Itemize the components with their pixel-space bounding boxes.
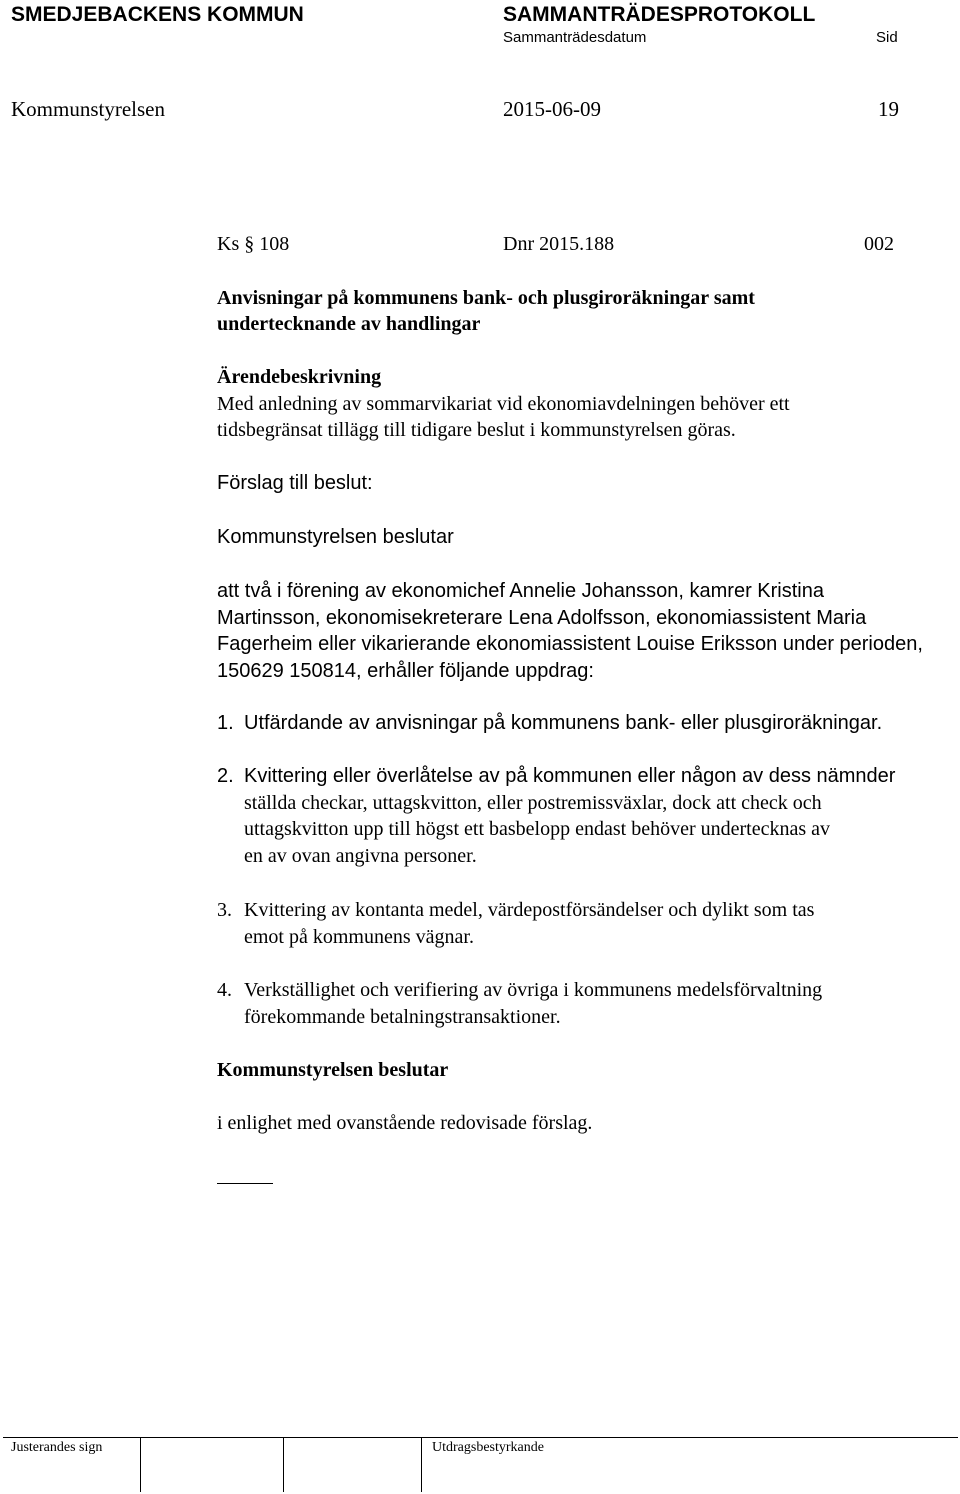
list-item-line: emot på kommunens vägnar. (244, 925, 474, 948)
case-number: Ks § 108 (217, 233, 290, 255)
proposal-intro (217, 578, 923, 684)
meeting-date: 2015-06-09 (503, 97, 601, 121)
page-number: 19 (878, 97, 899, 121)
proposal-heading: Förslag till beslut: (217, 472, 373, 494)
list-item-line: förekommande betalningstransaktioner. (244, 1005, 561, 1028)
list-item-line: Verkställighet och verifiering av övriga i kommunens medelsförvaltning (244, 979, 823, 1001)
case-code: 002 (864, 233, 894, 255)
list-item (217, 763, 917, 869)
proposal-intro-line: 150629 150814, erhåller följande uppdrag: (217, 659, 594, 682)
description-line1: Med anledning av sommarvikariat vid ekonomiavdelningen behöver ett (217, 393, 790, 415)
proposal-decides: Kommunstyrelsen beslutar (217, 526, 454, 548)
end-rule (217, 1183, 273, 1184)
footer-divider (283, 1437, 284, 1492)
proposal-intro-line: Fagerheim eller vikarierande ekonomiassistent Louise Eriksson under perioden, (217, 633, 923, 655)
list-item-number: 2. (217, 765, 234, 787)
list-item-line: ställda checkar, uttagskvitton, eller postremissväxlar, dock att check och (244, 791, 822, 814)
list-item-number: 1. (217, 712, 234, 734)
list-item (217, 977, 917, 1030)
list-item-line: Kvittering av kontanta medel, värdepostförsändelser och dylikt som tas (244, 899, 815, 921)
municipality-name: SMEDJEBACKENS KOMMUN (11, 3, 304, 26)
meeting-body: Kommunstyrelsen (11, 97, 165, 121)
date-label: Sammanträdesdatum (503, 29, 647, 46)
footer-rule (3, 1437, 958, 1438)
description-heading: Ärendebeskrivning (217, 366, 382, 388)
footer-signature-label: Justerandes sign (11, 1440, 103, 1455)
footer-certification-label: Utdragsbestyrkande (432, 1440, 544, 1455)
list-item-number: 3. (217, 899, 232, 921)
description-line2: tidsbegränsat tillägg till tidigare beslut i kommunstyrelsen göras. (217, 419, 736, 441)
document-type: SAMMANTRÄDESPROTOKOLL (503, 3, 816, 26)
case-title-line2: undertecknande av handlingar (217, 313, 481, 335)
case-dnr: Dnr 2015.188 (503, 233, 615, 255)
decision-heading: Kommunstyrelsen beslutar (217, 1059, 449, 1081)
list-item (217, 897, 917, 950)
footer-divider (421, 1437, 422, 1492)
list-item-line: en av ovan angivna personer. (244, 844, 477, 867)
list-item-line: Utfärdande av anvisningar på kommunens bank- eller plusgiroräkningar. (244, 712, 883, 734)
list-item (217, 710, 917, 737)
page-label: Sid (876, 29, 898, 46)
decision-text: i enlighet med ovanstående redovisade förslag. (217, 1112, 593, 1134)
proposal-intro-line: Martinsson, ekonomisekreterare Lena Adolfsson, ekonomiassistent Maria (217, 606, 867, 629)
list-item-line: Kvittering eller överlåtelse av på kommunen eller någon av dess nämnder (244, 765, 896, 787)
list-item-line: uttagskvitton upp till högst ett basbelopp endast behöver undertecknas av (244, 818, 830, 840)
list-item-number: 4. (217, 979, 232, 1001)
footer-divider (140, 1437, 141, 1492)
case-title-line1: Anvisningar på kommunens bank- och plusgiroräkningar samt (217, 287, 755, 309)
proposal-intro-line: att två i förening av ekonomichef Annelie Johansson, kamrer Kristina (217, 580, 824, 602)
